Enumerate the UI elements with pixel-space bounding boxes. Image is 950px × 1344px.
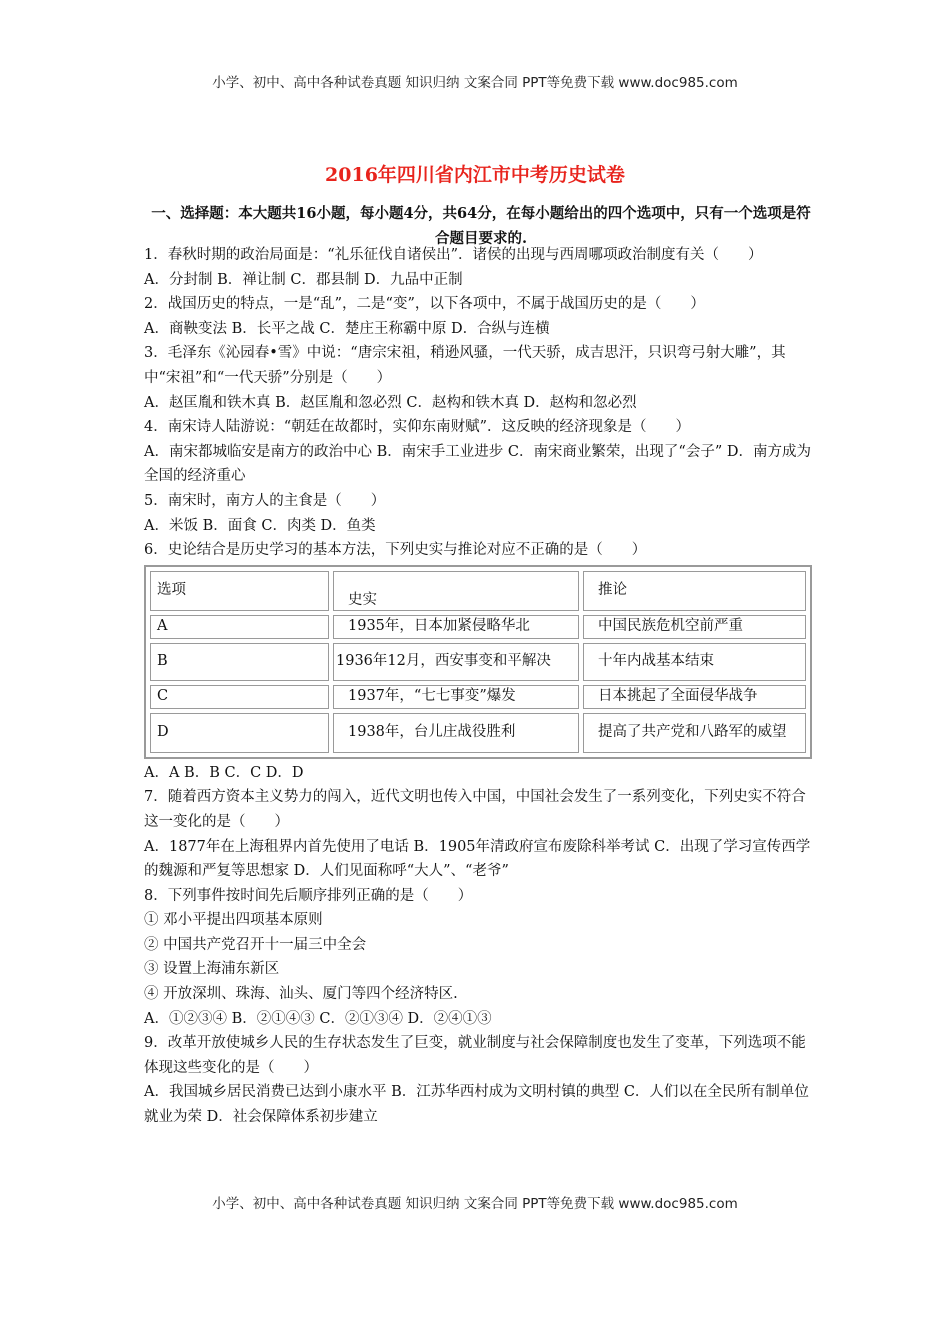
table-row xyxy=(150,685,806,709)
table-cell: A xyxy=(150,615,329,639)
question-1-stem: 1．春秋时期的政治局面是：“礼乐征伐自诸侯出”．诸侯的出现与西周哪项政治制度有关（ ） xyxy=(144,247,763,263)
question-8-stem: 8．下列事件按时间先后顺序排列正确的是（ ） xyxy=(144,887,473,904)
table-cell: C xyxy=(150,685,329,709)
page-header: 小学、初中、高中各种试卷真题 知识归纳 文案合同 PPT等免费下载 www.doc985.com xyxy=(212,75,738,91)
question-8-options: A．①②③④ B．②①④③ C．②①③④ D．②④①③ xyxy=(144,1010,492,1027)
table-cell: 1935年，日本加紧侵略华北 xyxy=(333,615,579,639)
question-5-options: A．米饭 B．面食 C．肉类 D．鱼类 xyxy=(144,517,376,534)
table-header: 推论 xyxy=(583,571,806,611)
table-cell: 1936年12月，西安事变和平解决 xyxy=(333,643,579,681)
question-2-options: A．商鞅变法 B．长平之战 C．楚庄王称霸中原 D．合纵与连横 xyxy=(144,320,550,337)
question-8-item: ② 中国共产党召开十一届三中全会 xyxy=(144,936,367,953)
question-9-options: A．我国城乡居民消费已达到小康水平 B．江苏华西村成为文明村镇的典型 C．人们以在全民所有制单位就业为荣 D．社会保障体系初步建立 xyxy=(144,1084,809,1126)
table-cell: 十年内战基本结束 xyxy=(583,643,806,681)
question-4-options: A．南宋都城临安是南方的政治中心 B．南宋手工业进步 C．南宋商业繁荣，出现了“会子” D．南方成为全国的经济重心 xyxy=(144,443,811,485)
questions xyxy=(144,243,814,1130)
question-2-stem: 2．战国历史的特点，一是“乱”，二是“变”，以下各项中，不属于战国历史的是（ ） xyxy=(144,296,705,313)
table-row xyxy=(150,615,806,639)
question-7-options: A．1877年在上海租界内首先使用了电话 B．1905年清政府宣布废除科举考试 C．出现了学习宣传西学的魏源和严复等思想家 D．人们见面称呼“大人”、“老爷” xyxy=(144,838,811,880)
table-cell: B xyxy=(150,643,329,681)
table-row xyxy=(150,643,806,681)
question-7-stem: 7．随着西方资本主义势力的闯入，近代文明也传入中国，中国社会发生了一系列变化，下列史实不符合这一变化的是（ ） xyxy=(144,789,806,830)
history-table xyxy=(144,565,812,759)
question-5-stem: 5．南宋时，南方人的主食是（ ） xyxy=(144,492,386,509)
table-cell: 中国民族危机空前严重 xyxy=(583,615,806,639)
exam-title: 2016年四川省内江市中考历史试卷 xyxy=(325,164,625,186)
table-cell: 1938年，台儿庄战役胜利 xyxy=(333,713,579,753)
table-header: 选项 xyxy=(150,571,329,611)
question-3-stem: 3．毛泽东《沁园春•雪》中说：“唐宗宋祖，稍逊风骚，一代天骄，成吉思汗，只识弯弓射大雕”，其中“宋祖”和“一代天骄”分别是（ ） xyxy=(144,345,786,386)
question-8-item: ④ 开放深圳、珠海、汕头、厦门等四个经济特区. xyxy=(144,986,458,1003)
question-3-options: A．赵匡胤和铁木真 B．赵匡胤和忽必烈 C．赵构和铁木真 D．赵构和忽必烈 xyxy=(144,394,637,411)
table-cell: D xyxy=(150,713,329,753)
section-heading: 一、选择题：本大题共16小题，每小题4分，共64分，在每小题给出的四个选项中，只有一个选项是符合题目要求的. xyxy=(151,205,811,247)
table-row xyxy=(150,713,806,753)
question-8-item: ① 邓小平提出四项基本原则 xyxy=(144,912,323,929)
table-header: 史实 xyxy=(333,571,579,611)
question-1-options: A．分封制 B．禅让制 C．郡县制 D．九品中正制 xyxy=(144,271,463,288)
table-header-row xyxy=(150,571,806,611)
table-cell: 提高了共产党和八路军的威望 xyxy=(583,713,806,753)
question-8-item: ③ 设置上海浦东新区 xyxy=(144,961,280,978)
question-6-options: A．A B．B C．C D．D xyxy=(144,764,304,781)
page-footer: 小学、初中、高中各种试卷真题 知识归纳 文案合同 PPT等免费下载 www.doc985.com xyxy=(212,1196,738,1212)
question-6-stem: 6．史论结合是历史学习的基本方法，下列史实与推论对应不正确的是（ ） xyxy=(144,542,647,559)
question-9-stem: 9．改革开放使城乡人民的生存状态发生了巨变，就业制度与社会保障制度也发生了变革，下列选项不能体现这些变化的是（ ） xyxy=(144,1035,806,1076)
table-cell: 1937年，“七七事变”爆发 xyxy=(333,685,579,709)
question-4-stem: 4．南宋诗人陆游说：“朝廷在故都时，实仰东南财赋”．这反映的经济现象是（ ） xyxy=(144,419,691,436)
table-cell: 日本挑起了全面侵华战争 xyxy=(583,685,806,709)
